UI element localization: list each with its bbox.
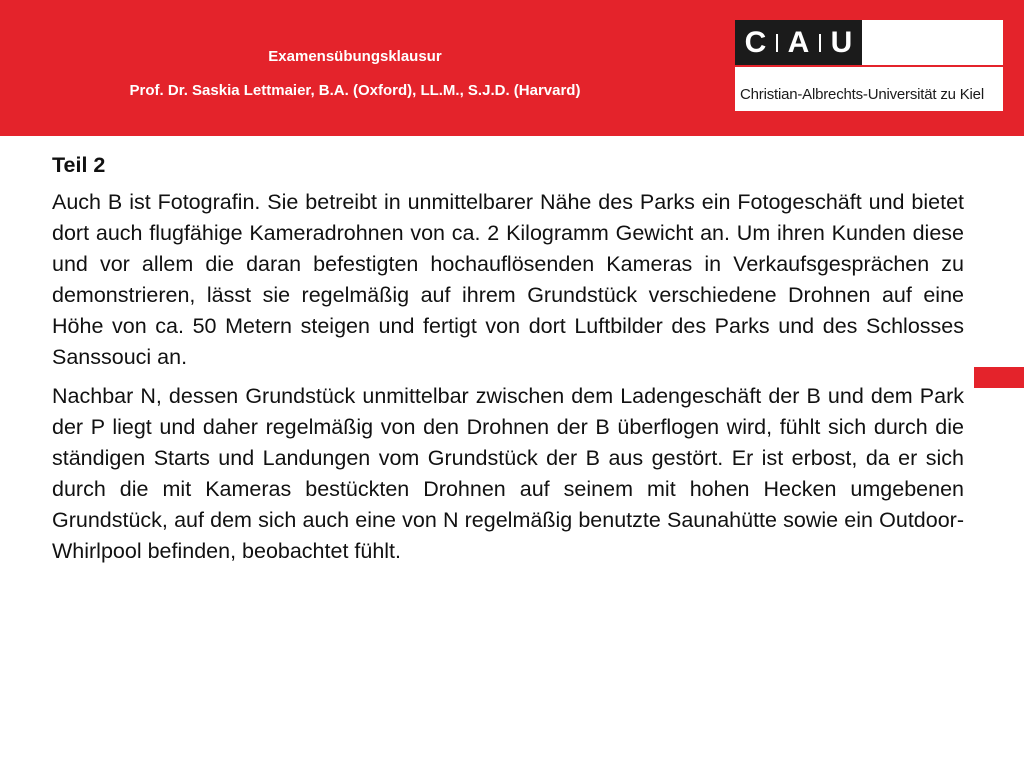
logo-separator bbox=[776, 20, 778, 65]
logo-letter-a: A bbox=[778, 20, 819, 65]
logo-letters bbox=[735, 20, 862, 65]
professor-name: Prof. Dr. Saskia Lettmaier, B.A. (Oxford), LL.M., S.J.D. (Harvard) bbox=[129, 82, 581, 99]
logo-letter-c: C bbox=[735, 20, 776, 65]
university-name: Christian-Albrechts-Universität zu Kiel bbox=[740, 86, 984, 103]
university-logo bbox=[735, 20, 1003, 111]
document-body bbox=[52, 150, 964, 575]
paragraph-2: Nachbar N, dessen Grundstück unmittelbar zwischen dem Ladengeschäft der B und dem Park der P liegt und daher regelmäßig von den Drohnen der B überflogen wird, fühlt sich durch die ständigen Starts und Landungen vom Grundstück der B aus gestört. Er ist erbost, da er sich durch die mit Kameras bestückten Drohnen auf seinem mit hohen Hecken umgebenen Grundstück, auf dem sich auch eine von N regelmäßig benutzte Saunahütte sowie ein Outdoor-Whirlpool befinden, beobachtet fühlt. bbox=[52, 384, 964, 563]
section-heading: Teil 2 bbox=[52, 153, 106, 177]
side-accent-bar bbox=[974, 367, 1024, 388]
logo-letter-u: U bbox=[821, 20, 862, 65]
header-banner bbox=[0, 0, 1024, 136]
logo-divider bbox=[735, 65, 1003, 67]
logo-separator bbox=[819, 20, 821, 65]
paragraph-1: Auch B ist Fotografin. Sie betreibt in unmittelbarer Nähe des Parks ein Fotogeschäft und bietet dort auch flugfähige Kameradrohnen von ca. 2 Kilogramm Gewicht an. Um ihren Kunden diese und vor allem die daran befestigten hochauflösenden Kameras in Verkaufsgesprächen zu demonstrieren, lässt sie regelmäßig auf ihrem Grundstück verschiedene Drohnen auf eine Höhe von ca. 50 Metern steigen und fertigt von dort Luftbilder des Parks und des Schlosses Sanssouci an. bbox=[52, 190, 964, 369]
exam-title: Examensübungsklausur bbox=[268, 48, 442, 65]
